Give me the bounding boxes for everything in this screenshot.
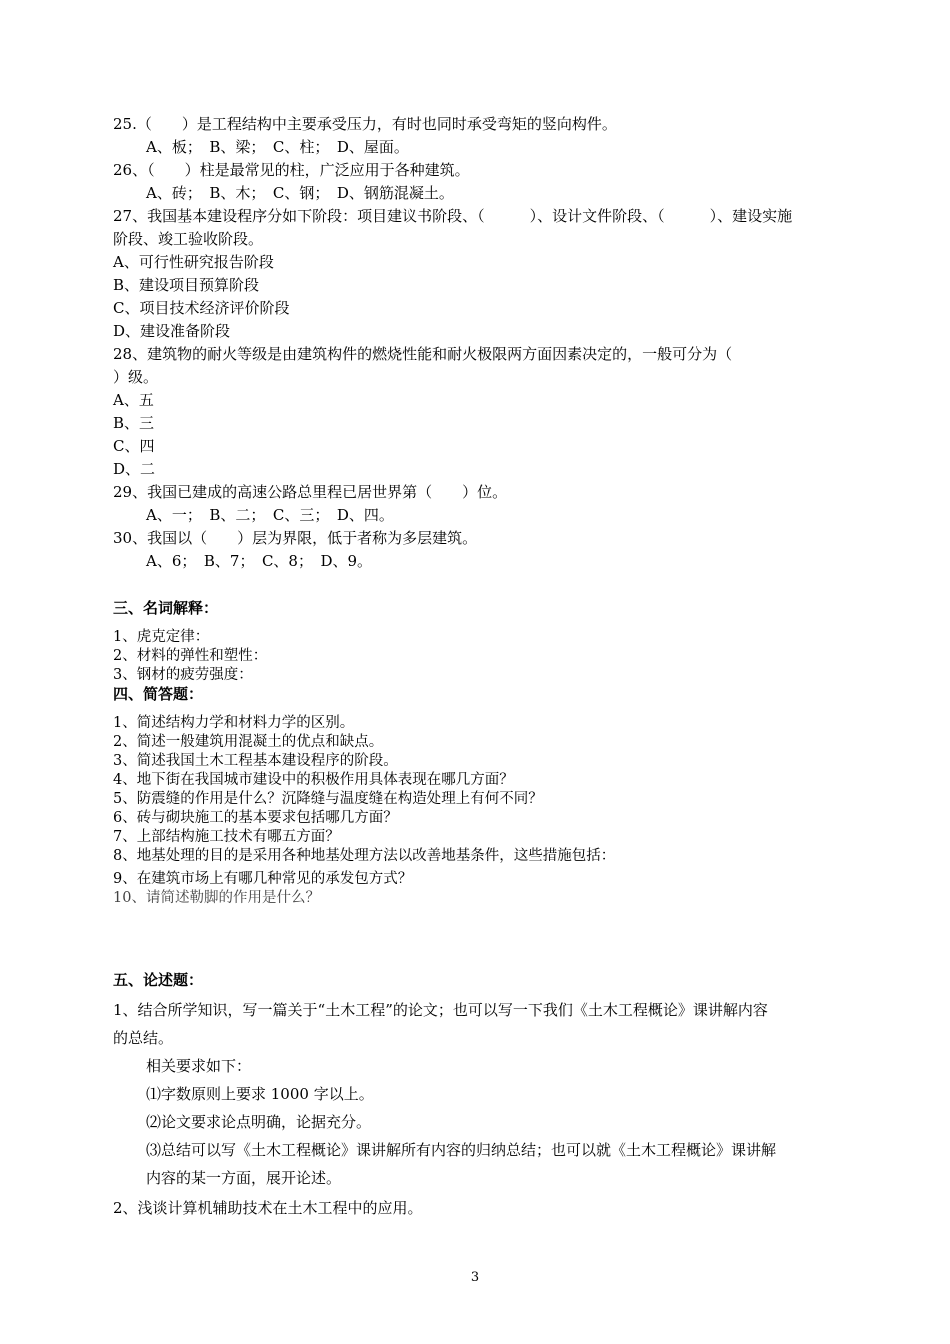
question-28-stem-line1: 28、建筑物的耐火等级是由建筑构件的燃烧性能和耐火极限两方面因素决定的，一般可分为（ bbox=[113, 345, 733, 363]
question-25-options: A、板； B、梁； C、柱； D、屋面。 bbox=[146, 138, 409, 156]
page-number: 3 bbox=[470, 1270, 480, 1285]
section-5-heading: 五、论述题： bbox=[113, 971, 204, 989]
section-3-heading: 三、名词解释： bbox=[113, 599, 219, 617]
essay-requirement-2: ⑵论文要求论点明确，论据充分。 bbox=[146, 1113, 372, 1131]
question-26-stem: 26、（ ）柱是最常见的柱，广泛应用于各种建筑。 bbox=[113, 161, 470, 179]
question-28-option-c: C、四 bbox=[113, 437, 155, 455]
question-30-stem: 30、我国以（ ）层为界限，低于者称为多层建筑。 bbox=[113, 529, 478, 547]
essay-1-line2: 的总结。 bbox=[113, 1029, 174, 1047]
short-answer-4: 4、地下街在我国城市建设中的积极作用具体表现在哪几方面？ bbox=[113, 772, 514, 788]
essay-1-line1: 1、结合所学知识，写一篇关于“土木工程”的论文；也可以写一下我们《土木工程概论》课讲解内容 bbox=[113, 1001, 768, 1019]
short-answer-10: 10、请简述勒脚的作用是什么？ bbox=[113, 890, 320, 906]
short-answer-2: 2、简述一般建筑用混凝土的优点和缺点。 bbox=[113, 734, 384, 750]
question-25-stem: 25.（ ）是工程结构中主要承受压力，有时也同时承受弯矩的竖向构件。 bbox=[113, 115, 617, 133]
short-answer-3: 3、简述我国土木工程基本建设程序的阶段。 bbox=[113, 753, 398, 769]
essay-requirement-1: ⑴字数原则上要求 1000 字以上。 bbox=[146, 1085, 374, 1103]
essay-requirements-title: 相关要求如下： bbox=[146, 1057, 252, 1075]
question-27-option-c: C、项目技术经济评价阶段 bbox=[113, 299, 290, 317]
question-28-stem-line2: ）级。 bbox=[113, 368, 159, 386]
question-27-stem-line2: 阶段、竣工验收阶段。 bbox=[113, 230, 264, 248]
question-27-option-d: D、建设准备阶段 bbox=[113, 322, 231, 340]
short-answer-6: 6、砖与砌块施工的基本要求包括哪几方面？ bbox=[113, 810, 398, 826]
term-item-3: 3、钢材的疲劳强度： bbox=[113, 667, 253, 683]
short-answer-1: 1、简述结构力学和材料力学的区别。 bbox=[113, 715, 355, 731]
short-answer-8: 8、地基处理的目的是采用各种地基处理方法以改善地基条件，这些措施包括： bbox=[113, 848, 616, 864]
essay-requirement-3-line1: ⑶总结可以写《土木工程概论》课讲解所有内容的归纳总结；也可以就《土木工程概论》课讲解 bbox=[146, 1141, 777, 1159]
essay-requirement-3-line2: 内容的某一方面，展开论述。 bbox=[146, 1169, 342, 1187]
question-29-options: A、一； B、二； C、三； D、四。 bbox=[146, 506, 394, 524]
question-28-option-d: D、二 bbox=[113, 460, 156, 478]
essay-2: 2、浅谈计算机辅助技术在土木工程中的应用。 bbox=[113, 1199, 423, 1217]
term-item-2: 2、材料的弹性和塑性： bbox=[113, 648, 268, 664]
question-29-stem: 29、我国已建成的高速公路总里程已居世界第（ ）位。 bbox=[113, 483, 508, 501]
section-4-heading: 四、简答题： bbox=[113, 685, 204, 703]
question-27-option-a: A、可行性研究报告阶段 bbox=[113, 253, 274, 271]
question-28-option-a: A、五 bbox=[113, 391, 154, 409]
short-answer-5: 5、防震缝的作用是什么？沉降缝与温度缝在构造处理上有何不同？ bbox=[113, 791, 543, 807]
question-27-option-b: B、建设项目预算阶段 bbox=[113, 276, 260, 294]
question-26-options: A、砖； B、木； C、钢； D、钢筋混凝土。 bbox=[146, 184, 454, 202]
question-27-stem-line1: 27、我国基本建设程序分如下阶段：项目建议书阶段、（ ）、设计文件阶段、（ ）、建设实施 bbox=[113, 207, 793, 225]
term-item-1: 1、虎克定律： bbox=[113, 629, 210, 645]
question-28-option-b: B、三 bbox=[113, 414, 155, 432]
short-answer-9: 9、在建筑市场上有哪几种常见的承发包方式？ bbox=[113, 871, 413, 887]
short-answer-7: 7、上部结构施工技术有哪五方面？ bbox=[113, 829, 340, 845]
question-30-options: A、6； B、7； C、8； D、9。 bbox=[146, 552, 373, 570]
